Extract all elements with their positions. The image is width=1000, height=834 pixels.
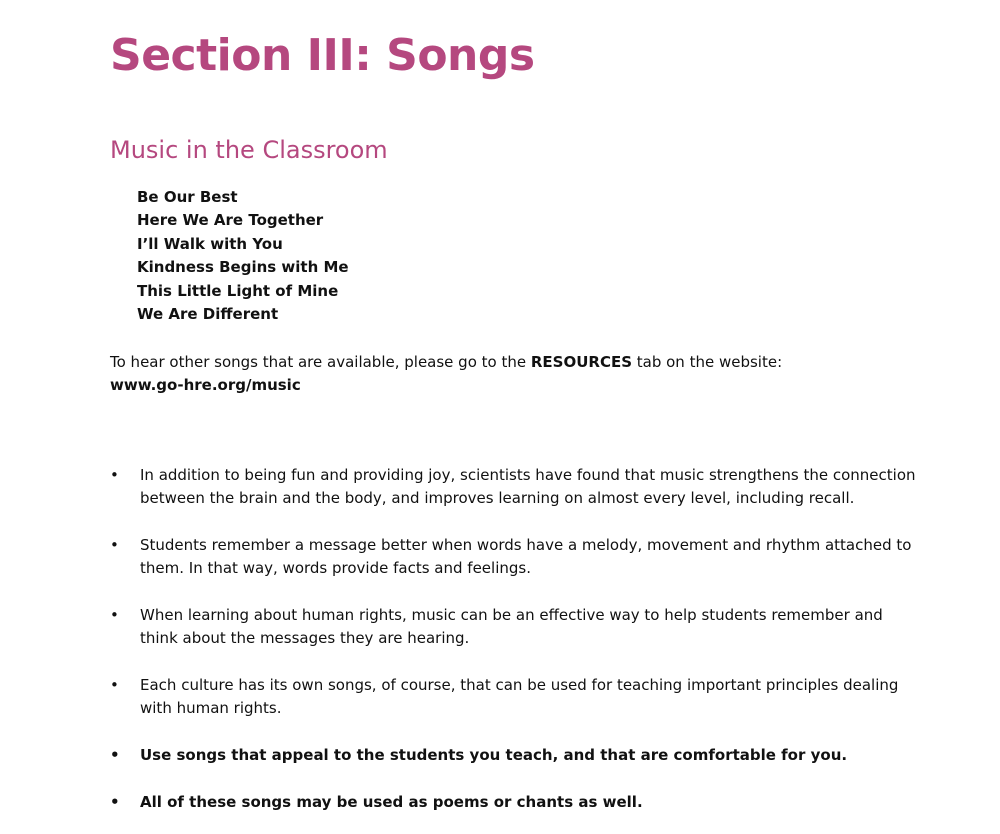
bullet-dot: • [110, 746, 120, 764]
resources-text-before: To hear other songs that are available, please go to the [110, 353, 531, 371]
resources-note [110, 351, 930, 397]
subsection-title: Music in the Classroom [110, 136, 388, 164]
song-item: This Little Light of Mine [137, 281, 339, 300]
music-url-link[interactable]: www.go-hre.org/music [110, 376, 301, 394]
bullet-text: All of these songs may be used as poems or chants as well. [140, 793, 643, 811]
bullet-text: Each culture has its own songs, of course, that can be used for teaching important principles dealing with human rights. [140, 676, 899, 717]
bullet-text: When learning about human rights, music can be an effective way to help students remember and think about the messages they are hearing. [140, 606, 883, 647]
song-item: Kindness Begins with Me [137, 258, 349, 277]
song-item: We Are Different [137, 305, 279, 324]
bullet-text: Students remember a message better when words have a melody, movement and rhythm attached to them. In that way, words provide facts and feelings. [140, 536, 912, 577]
bullet-dot: • [110, 536, 119, 554]
bullet-dot: • [110, 793, 120, 811]
song-list [137, 186, 349, 326]
bullet-dot: • [110, 606, 119, 624]
song-item: I’ll Walk with You [137, 234, 283, 253]
bullet-dot: • [110, 676, 119, 694]
song-item: Be Our Best [137, 188, 238, 206]
song-item: Here We Are Together [137, 211, 324, 230]
resources-text-after: tab on the website: [632, 353, 783, 371]
bullet-text: In addition to being fun and providing joy, scientists have found that music strengthens the connection between the brain and the body, and improves learning on almost every level, including recall. [140, 466, 916, 507]
section-title: Section III: Songs [110, 30, 535, 81]
bullet-text: Use songs that appeal to the students you teach, and that are comfortable for you. [140, 746, 848, 764]
bullet-dot: • [110, 466, 119, 484]
resources-tab-name: RESOURCES [530, 353, 632, 371]
